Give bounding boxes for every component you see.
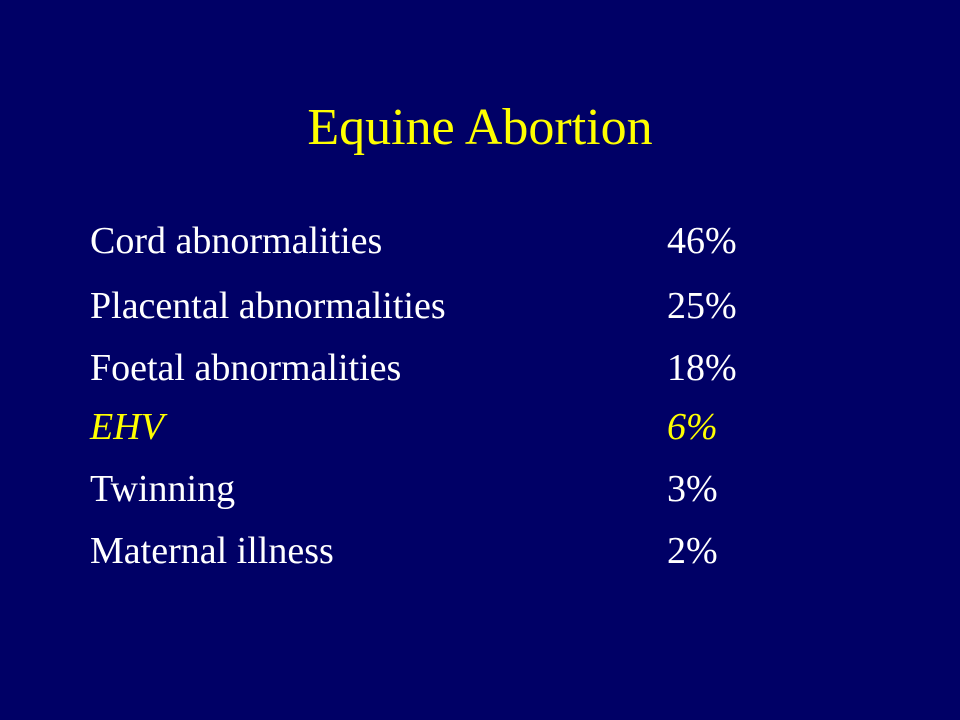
cause-row-foetal-abnormalities (90, 346, 850, 390)
cause-row-cord-abnormalities (90, 219, 850, 263)
cause-row-twinning (90, 467, 850, 511)
cause-percentage: 6% (667, 406, 718, 448)
cause-row-ehv (90, 405, 850, 449)
slide-title: Equine Abortion (307, 99, 653, 156)
cause-label: Twinning (90, 468, 236, 510)
cause-percentage: 3% (667, 468, 718, 510)
cause-label: Cord abnormalities (90, 220, 383, 262)
cause-percentage: 18% (667, 347, 737, 389)
cause-label: Maternal illness (90, 530, 334, 572)
cause-percentage: 46% (667, 220, 737, 262)
cause-percentage: 25% (667, 285, 737, 327)
cause-percentage: 2% (667, 530, 718, 572)
cause-row-placental-abnormalities (90, 284, 850, 328)
cause-label: Placental abnormalities (90, 285, 446, 327)
cause-label: EHV (90, 406, 164, 448)
cause-row-maternal-illness (90, 529, 850, 573)
cause-label: Foetal abnormalities (90, 347, 402, 389)
